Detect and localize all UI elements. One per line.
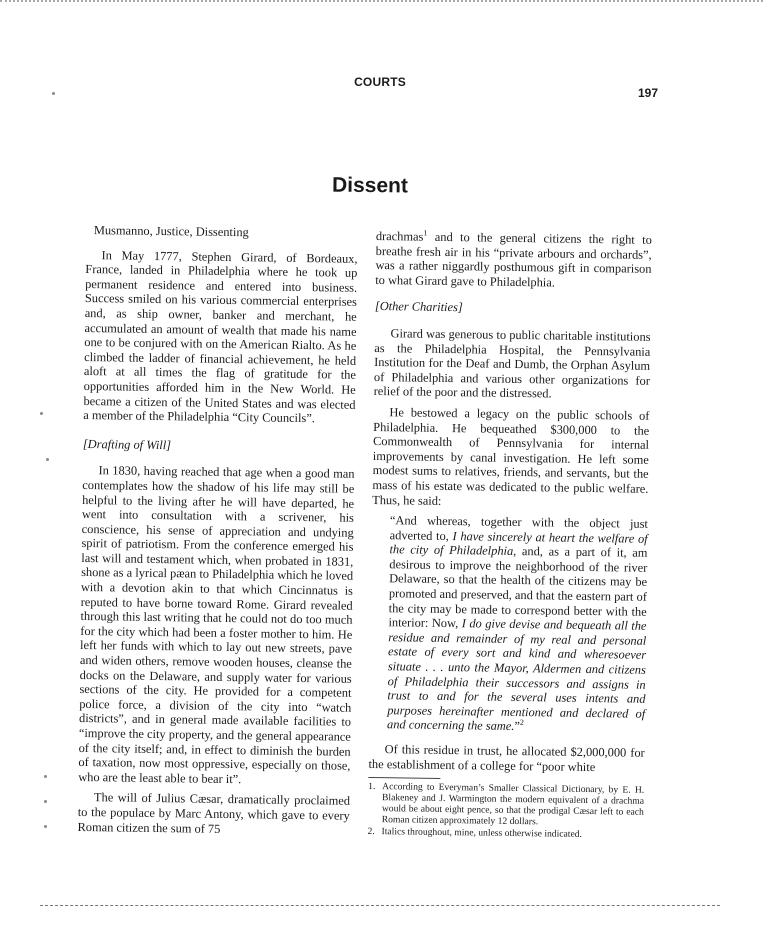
paragraph-text: and to the general citizens the right to breathe fresh air in his “private arbours and orchards”, was a rather niggardly posthumous gift in comparison to what Girard gave to Philadelphia. bbox=[375, 229, 652, 290]
scan-speck bbox=[52, 92, 55, 95]
right-column bbox=[367, 229, 652, 844]
scan-bottom-edge bbox=[40, 905, 720, 908]
footnote-text: Italics throughout, mine, unless otherwise indicated. bbox=[381, 826, 582, 841]
section-subhead: [Other Charities] bbox=[374, 299, 463, 315]
scan-speck bbox=[40, 412, 43, 415]
scan-top-border bbox=[0, 0, 763, 8]
footnote bbox=[368, 782, 645, 829]
section-subhead: [Drafting of Will] bbox=[82, 436, 172, 452]
quote-italic-text: I have sincerely at heart the welfare of the city of Philadelphia, bbox=[389, 528, 648, 559]
paragraph: Of this residue in trust, he allocated $2,000,000 for the establishment of a college for “poor white bbox=[368, 742, 645, 774]
scan-speck bbox=[44, 825, 47, 828]
scan-speck bbox=[46, 458, 49, 461]
running-head: COURTS bbox=[354, 75, 406, 89]
paragraph-text: drachmas bbox=[375, 229, 424, 244]
paragraph bbox=[375, 229, 652, 291]
paragraph: The will of Julius Cæsar, dramatically proclaimed to the populace by Marc Antony, which gave to every Roman citizen the sum of 75 bbox=[77, 790, 351, 836]
footnote-divider bbox=[368, 777, 440, 779]
quote-text: and, as a part of it, am desirous to improve the neighborhood of the river Delaware, so that the health of the citizens may be promoted and preserved, and that the eastern part of the city may be made to correspond better with the interior: Now, bbox=[388, 544, 648, 631]
quote-text: “And whereas, together with the object just adverted to, bbox=[389, 513, 649, 543]
quote-italic-text: I do give devise and bequeath all the residue and remainder of my real and personal estate of every sort and kind and wheresoever situate . . . unto the Mayor, Aldermen and citizens of Philadelphia their successors and assigns in trust to and for the several uses intents and purposes hereinafter mentioned and declared of and concerning the same. bbox=[386, 616, 647, 734]
footnote-number: 1. bbox=[368, 781, 376, 793]
page-number: 197 bbox=[637, 86, 658, 100]
scan-speck bbox=[44, 775, 47, 778]
footnote-number: 2. bbox=[367, 826, 375, 838]
paragraph: Girard was generous to public charitable institutions as the Philadelphia Hospital, the Pennsylvania Institution for the Deaf and Dumb, the Orphan Asylum of Philadelphia and various other organizations for relief of the poor and the distressed. bbox=[373, 326, 651, 401]
footnote bbox=[367, 827, 643, 842]
left-column bbox=[77, 223, 358, 844]
paragraph: In 1830, having reached that age when a good man contemplates how the shadow of his life may still be helpful to the living after he will have departed, he went into consultation with a scrivener, his conscience, his sense of appreciation and undying spirit of patriotism. From the conference emerged his last will and testament which, when probated in 1831, shone as a lyrical pæan to Philadelphia which he loved with a devotion akin to that which Cincinnatus is reputed to have borne toward Rome. Girard revealed through this last writing that he could not do too much for the city which had been a foster mother to him. He left her funds with which to lay out new streets, pave and widen others, remove wooden houses, cleanse the docks on the Delaware, and supply water for various sections of the city. He provided for a competent police force, a division of the city into “watch districts”, and in general made available facilities to “improve the city property, and the general appearance of the city itself; and, in effect to diminish the burden of taxation, now most oppressive, especially on those, who are the least able to bear it”. bbox=[78, 463, 355, 787]
byline: Musmanno, Justice, Dissenting bbox=[93, 223, 249, 240]
page-title: Dissent bbox=[331, 173, 409, 198]
footnote-reference: 2 bbox=[519, 718, 525, 728]
footnote-text: According to Everyman’s Smaller Classical Dictionary, by E. H. Blakeney and J. Warmington the modern equivalent of a drachma would be about eight pence, so that the prodigal Cæsar left to each Roman citizen approximately 12 dollars. bbox=[381, 781, 645, 827]
paragraph: He bestowed a legacy on the public schools of Philadelphia. He bequeathed $300,000 to the Commonwealth of Pennsylvania for internal improvements by canal investigation. He left some modest sums to relatives, friends, and servants, but the mass of his estate was dedicated to the public welfare. Thus, he said: bbox=[372, 405, 650, 508]
quote-text: ” bbox=[514, 719, 520, 734]
block-quote bbox=[387, 513, 648, 735]
paragraph: In May 1777, Stephen Girard, of Bordeaux, France, landed in Philadelphia where he took up permanent residence and entered into business. Success smiled on his various commercial enterprises and, as ship owner, banker and merchant, he accumulated an amount of wealth that made his name one to be conjured with on the American Rialto. As he climbed the ladder of financial achievement, he held aloft at all times the flag of gratitude for the opportunities afforded him in the New World. He became a citizen of the United States and was elected a member of the Philadelphia “City Councils”. bbox=[83, 247, 358, 426]
footnote-reference: 1 bbox=[423, 228, 428, 238]
scan-speck bbox=[44, 800, 47, 803]
